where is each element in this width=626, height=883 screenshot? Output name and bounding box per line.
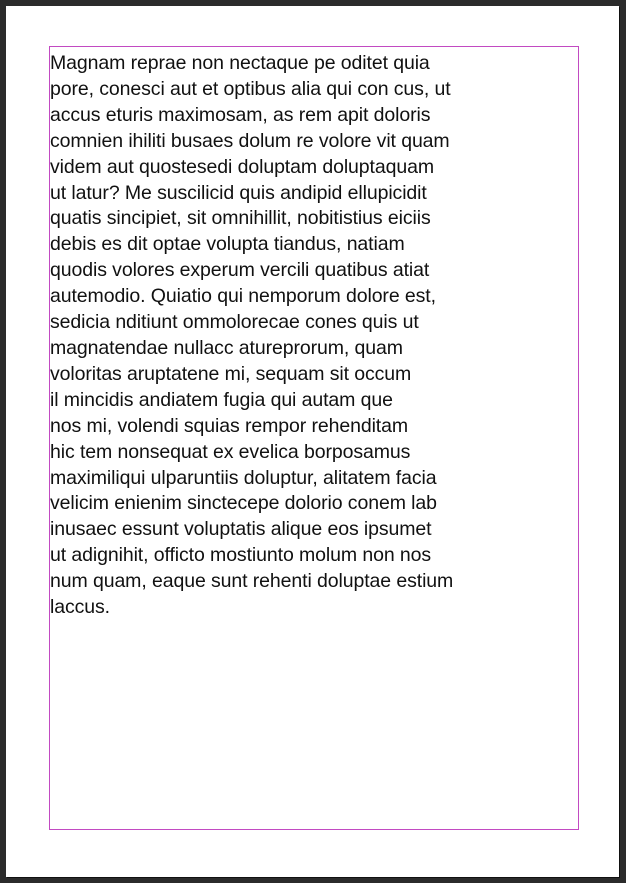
- text-line: quodis volores experum vercili quatibus atiat: [50, 259, 430, 282]
- text-line: nos mi, volendi squias rempor rehenditam: [50, 414, 409, 437]
- text-line: quatis sincipiet, sit omnihillit, nobitistius eiciis: [50, 207, 431, 230]
- text-line: inusaec essunt voluptatis alique eos ipsumet: [50, 518, 432, 541]
- text-line: il mincidis andiatem fugia qui autam que: [50, 388, 393, 411]
- text-line: laccus.: [50, 596, 110, 619]
- text-line: accus eturis maximosam, as rem apit doloris: [50, 103, 431, 126]
- text-line: velicim enienim sinctecepe dolorio conem lab: [50, 492, 437, 515]
- body-text[interactable]: [50, 51, 560, 621]
- text-line: hic tem nonsequat ex evelica borposamus: [50, 440, 411, 463]
- text-line: Magnam reprae non nectaque pe oditet quia: [50, 52, 430, 74]
- text-line: magnatendae nullacc atureprorum, quam: [50, 336, 403, 359]
- text-line: voloritas aruptatene mi, sequam sit occum: [50, 362, 412, 385]
- text-line: ut adignihit, officto mostiunto molum non nos: [50, 544, 432, 567]
- text-line: num quam, eaque sunt rehenti doluptae estium: [50, 570, 454, 593]
- text-line: videm aut quostesedi doluptam doluptaquam: [50, 155, 434, 178]
- text-line: debis es dit optae volupta tiandus, natiam: [50, 233, 405, 256]
- document-page: [6, 6, 619, 877]
- text-line: maximiliqui ulparuntiis doluptur, alitatem facia: [50, 466, 437, 489]
- text-line: autemodio. Quiatio qui nemporum dolore est,: [50, 285, 436, 308]
- text-line: ut latur? Me suscilicid quis andipid ellupicidit: [50, 181, 427, 204]
- text-line: pore, conesci aut et optibus alia qui con cus, ut: [50, 77, 451, 100]
- text-line: comnien ihiliti busaes dolum re volore vit quam: [50, 129, 450, 152]
- text-line: sedicia nditiunt ommolorecae cones quis ut: [50, 311, 419, 334]
